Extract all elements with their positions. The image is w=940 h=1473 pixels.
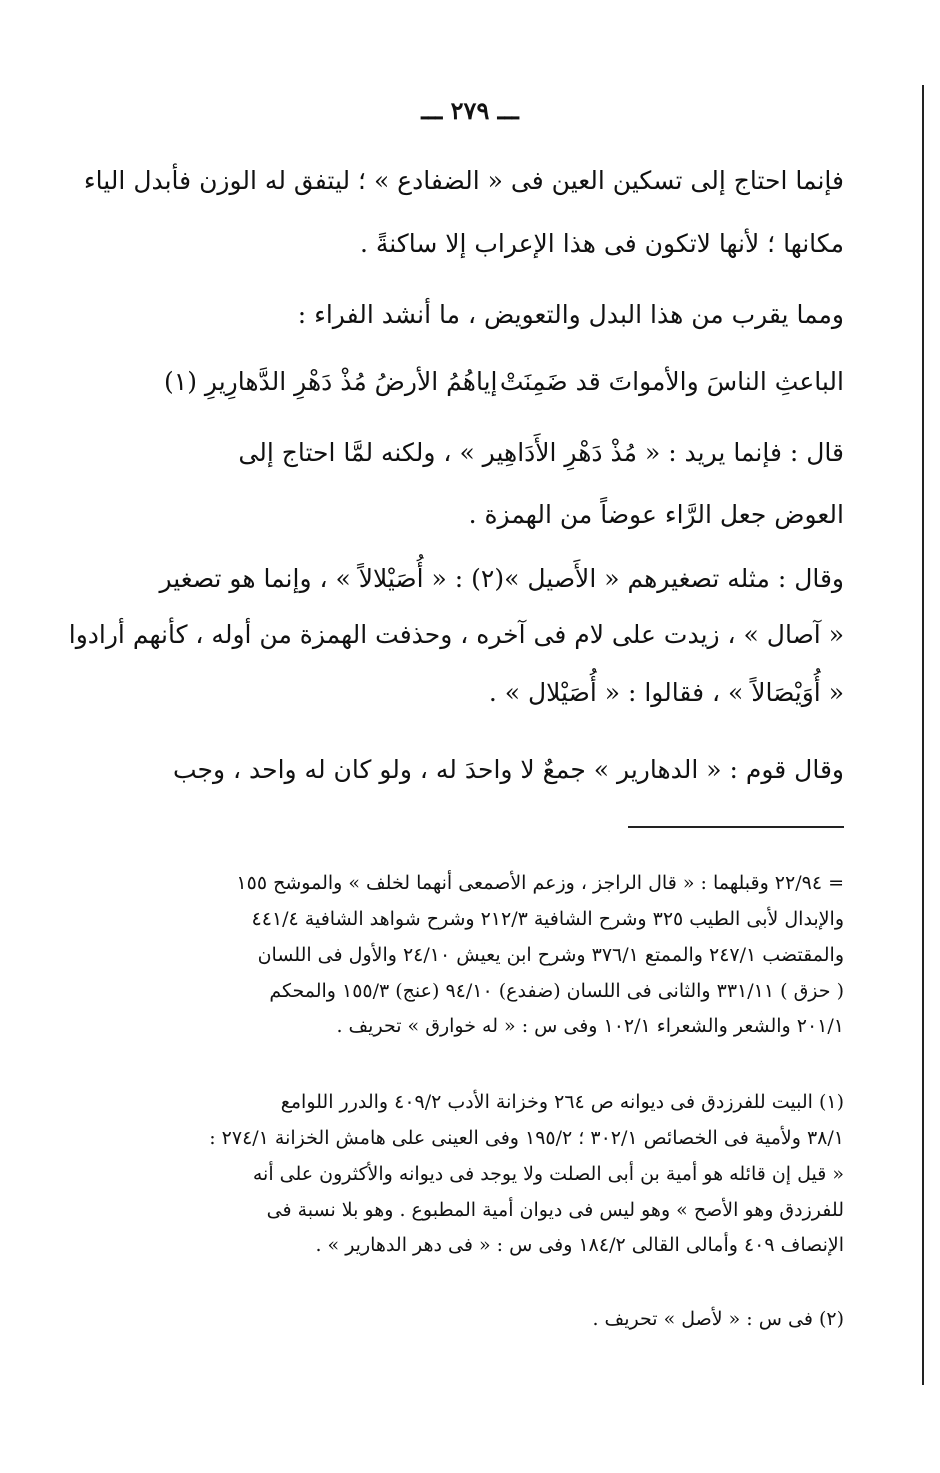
paragraph-3 [164,440,844,535]
footnote-line: ٣٨/١ ولأمية فى الخصائص ٣٠٢/١ ؛ ١٩٥/٢ وفى العينى على هامش الخزانة ٢٧٤/١ : [209,1127,844,1149]
footnote-line: الإنصاف ٤٠٩ وأمالى القالى ١٨٤/٢ وفى س : « فى دهر الدهارير » . [315,1234,844,1256]
footnote-line: ٢٠١/١ والشعر والشعراء ١٠٢/١ وفى س : « له خوارق » تحريف . [336,1015,844,1037]
text-line: « آصال » ، زيدت على لام فى آخره ، وحذفت الهمزة من أوله ، كأنهم أرادوا [68,620,844,649]
text-line: وقال قوم : « الدهارير » جمعٌ لا واحدَ له ، ولو كان له واحد ، وجب [172,755,844,784]
text-line: قال : فإنما يريد : « مُذْ دَهْرِ الأَدَاهِير » ، ولكنه لمَّا احتاج إلى [238,438,844,467]
footnote-continued [164,874,844,1064]
footnote-1 [164,1093,844,1283]
footnote-line: ( حزق ) ٣٣١/١١ والثانى فى اللسان (ضفدع) ٩٤/١٠ (عنج) ١٥٥/٣ والمحكم [269,980,844,1002]
margin-rule [922,85,924,1385]
verse [164,369,844,405]
footnote-line: = ٢٢/٩٤ وقبلهما : « قال الراجز ، وزعم الأصمعى أنهما لخلف » والموشح ١٥٥ [236,872,844,894]
paragraph-5 [164,757,844,791]
footnote-line: (١) البيت للفرزدق فى ديوانه ص ٢٦٤ وخزانة الأدب ٤٠٩/٢ والدرر اللوامع [280,1091,844,1113]
verse-hemistich-1: الباعثِ الناسَ والأمواتَ قد ضَمِنَتْ [499,367,844,396]
paragraph-1 [83,166,844,263]
text-line: مكانها ؛ لأنها لاتكون فى هذا الإعراب إلا ساكنةً . [359,229,844,258]
footnote-line: للفرزدق وهو الأصح » وهو ليس فى ديوان أمية المطبوع . وهو بلا نسبة فى [266,1199,844,1221]
footnote-line: (٢) فى س : « لأصل » تحريف . [592,1308,844,1330]
footnote-line: والمقتضب ٢٤٧/١ والممتع ٣٧٦/١ وشرح ابن يعيش ٢٤/١٠ والأول فى اللسان [257,944,844,966]
page-number: ـــ ٢٧٩ ـــ [421,96,519,125]
footnote-line: والإبدال لأبى الطيب ٣٢٥ وشرح الشافية ٢١٢/٣ وشرح شواهد الشافية ٤٤١/٤ [251,908,844,930]
text-line: « أُوَيْصَالاً » ، فقالوا : « أُصَيْلال » . [488,678,844,707]
text-line: وقال : مثله تصغيرهم « الأَصيل »(٢) : « أُصَيْلالاً » ، وإنما هو تصغير [159,564,844,593]
text-line: فإنما احتاج إلى تسكين العين فى « الضفادع » ؛ ليتفق له الوزن فأبدل الياء [83,166,844,195]
text-line: ومما يقرب من هذا البدل والتعويض ، ما أنشد الفراء : [297,300,844,329]
footnote-2 [164,1310,844,1344]
paragraph-4 [68,564,844,716]
footnote-line: « قيل إن قائله هو أمية بن أبى الصلت ولا يوجد فى ديوانه والأكثرون على أنه [252,1163,844,1185]
text-line: العوض جعل الرَّاء عوضاً من الهمزة . [468,500,844,529]
footnote-separator [628,826,844,828]
verse-hemistich-2: إياهُمُ الأرضُ مُذْ دَهْرِ الدَّهارِيرِ (١) [164,367,498,396]
paragraph-2 [164,302,844,334]
